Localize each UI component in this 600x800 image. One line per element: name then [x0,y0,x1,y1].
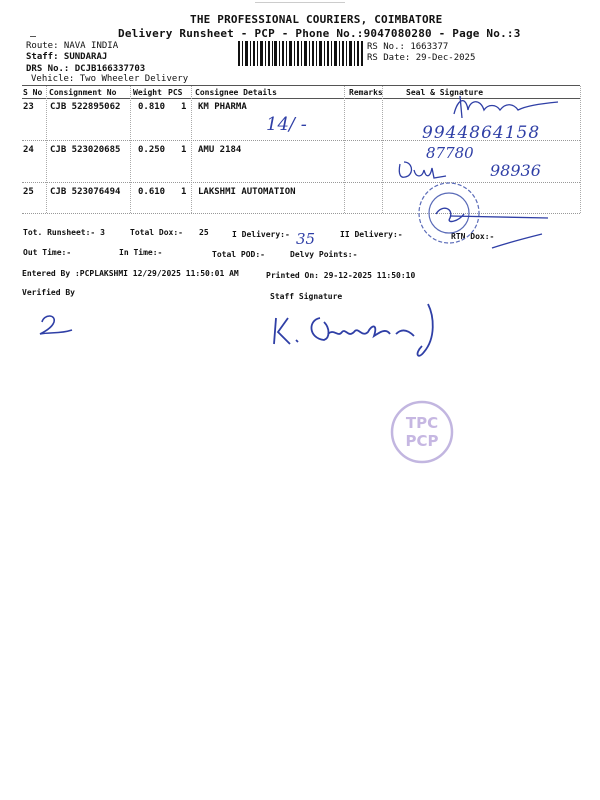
col-separator [580,86,581,213]
col-separator [46,86,47,213]
printed-on: Printed On: 29-12-2025 11:50:10 [266,271,416,280]
delvy-points: Delvy Points:- [290,250,358,259]
col-separator [191,86,192,213]
row-pcs: 1 [181,145,187,155]
svg-text:98936: 98936 [490,161,541,180]
route-label: Route: NAVA INDIA [26,41,119,51]
entered-by: Entered By :PCPLAKSHMI 12/29/2025 11:50:01 AM [22,269,239,278]
row-sno: 25 [23,187,34,197]
svg-text:PCP: PCP [405,432,439,450]
row-pcs: 1 [181,187,187,197]
runsheet-subtitle: Delivery Runsheet - PCP - Phone No.:9047080280 - Page No.:3 [118,27,521,40]
col-sno: S No [23,88,43,97]
col-consignment: Consignment No [49,88,117,97]
row-consignee: KM PHARMA [198,102,247,112]
verified-by: Verified By [22,288,75,297]
row-pcs: 1 [181,102,187,112]
col-consignee: Consignee Details [195,88,277,97]
signature-strike-line [448,208,558,228]
staff-signature [268,288,468,368]
scan-artifact [30,36,36,37]
total-dox-value: 25 [199,228,209,237]
col-remarks: Remarks [349,88,383,97]
drs-number: DRS No.: DCJB166337703 [26,64,146,74]
col-separator [130,86,131,213]
svg-text:14/ -: 14/ - [266,114,307,135]
handwritten-phone [488,156,568,184]
rs-date: RS Date: 29-Dec-2025 [367,53,476,63]
scan-artifact [255,2,345,3]
row-weight: 0.250 [138,145,166,155]
row-weight: 0.810 [138,102,166,112]
staff-signature-label: Staff Signature [270,292,343,301]
i-delivery: I Delivery:- [232,230,290,239]
row-consignment: CJB 522895062 [50,102,121,112]
out-time: Out Time:- [23,248,72,257]
col-pcs: PCS [168,88,183,97]
svg-text:TPC: TPC [405,414,439,432]
table-top-rule [22,85,580,86]
col-weight: Weight [133,88,162,97]
company-title: THE PROFESSIONAL COURIERS, COIMBATORE [190,13,443,26]
row-consignee: LAKSHMI AUTOMATION [198,187,296,197]
total-pod: Total POD:- [212,250,265,259]
col-separator [382,86,383,213]
barcode [238,41,364,66]
row-sno: 24 [23,145,34,155]
row-consignment: CJB 523076494 [50,187,121,197]
vehicle-label: Vehicle: Two Wheeler Delivery [31,74,189,84]
tot-runsheet: Tot. Runsheet:- 3 [23,228,105,237]
row-weight: 0.610 [138,187,166,197]
handwritten-idelivery [294,226,334,252]
svg-text:35: 35 [296,230,316,248]
svg-text:87780: 87780 [426,144,474,162]
ii-delivery: II Delivery:- [340,230,403,239]
staff-label: Staff: SUNDARAJ [26,52,108,62]
row-consignment: CJB 523020685 [50,145,121,155]
col-separator [344,86,345,213]
rtn-dox-stroke [490,232,550,252]
row-sno: 23 [23,102,34,112]
tpc-stamp [386,396,458,468]
in-time: In Time:- [119,248,163,257]
row-consignee: AMU 2184 [198,145,242,155]
total-dox-label: Total Dox:- [130,228,183,237]
rs-number: RS No.: 1663377 [367,42,449,52]
rtn-dox: RTN Dox:- [451,232,495,241]
verifier-initials [34,310,94,340]
svg-text:9944864158: 9944864158 [422,123,541,143]
handwritten-remark [262,108,342,148]
col-seal-signature: Seal & Signature [406,88,484,97]
